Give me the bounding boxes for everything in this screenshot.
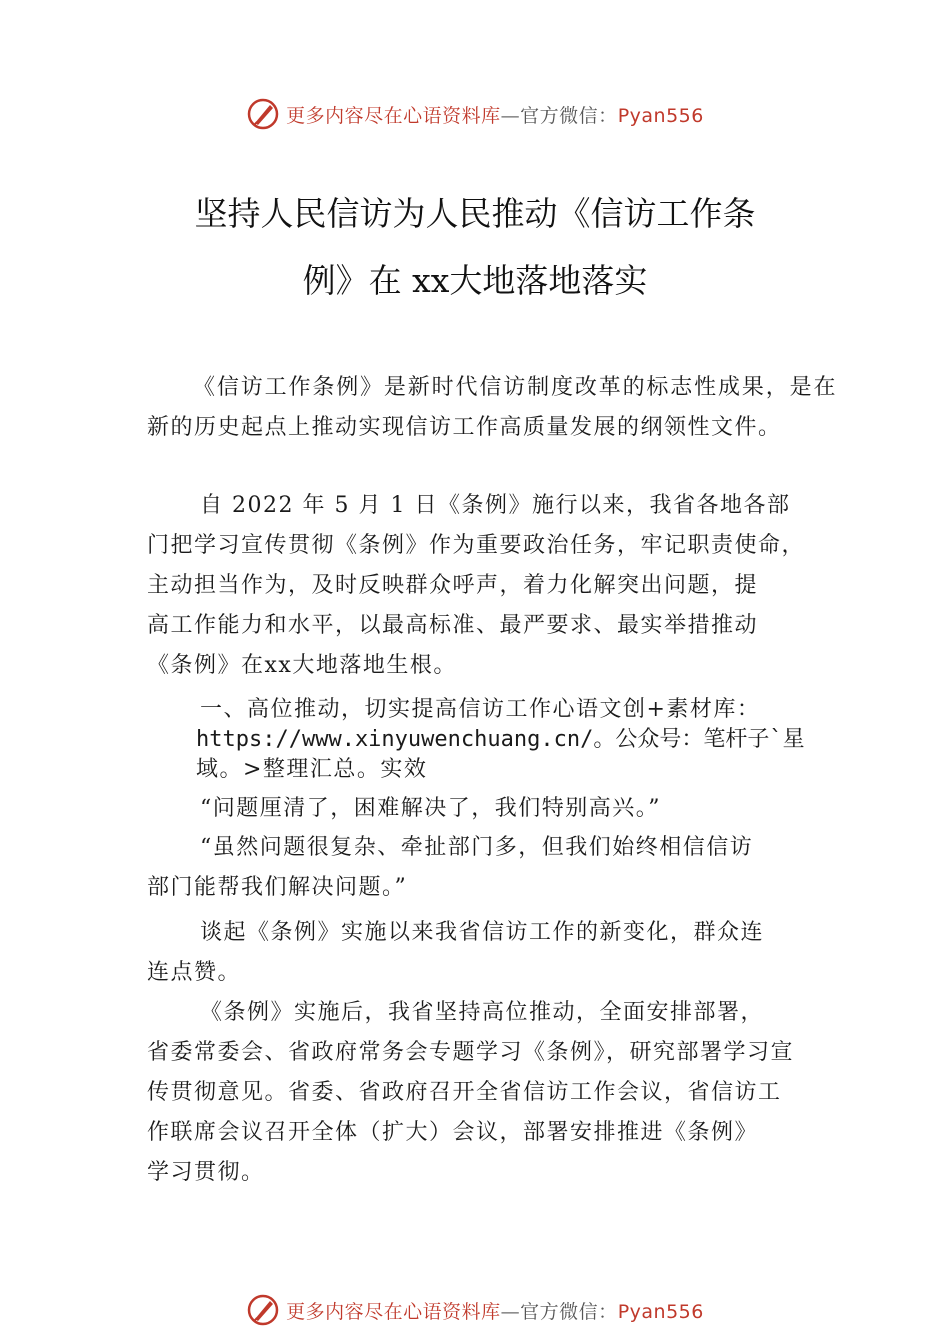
- wechat-id: Pyan556: [617, 104, 704, 127]
- quote-2-line-2: 部门能帮我们解决问题。”: [147, 875, 408, 900]
- paragraph-2-line-4: 高工作能力和水平，以最高标准、最严要求、最实举措推动: [147, 613, 759, 638]
- quote-2-line-1: “虽然问题很复杂、牵扯部门多，但我们始终相信信访: [200, 835, 754, 860]
- paragraph-5-line-4: 作联席会议召开全体（扩大）会议，部署安排推进《条例》: [147, 1120, 759, 1145]
- document-title-line-2: 例》在 xx大地落地落实: [302, 261, 648, 300]
- footer-watermark-banner: [0, 1290, 950, 1330]
- site-name: 更多内容尽在心语资料库: [286, 104, 501, 127]
- paragraph-2-line-1: 自 2022 年 5 月 1 日《条例》施行以来，我省各地各部: [200, 493, 791, 518]
- paragraph-2-line-5: 《条例》在xx大地落地生根。: [147, 653, 457, 678]
- wechat-label: 官方微信：: [520, 1300, 618, 1323]
- paragraph-2-line-3: 主动担当作为，及时反映群众呼声，着力化解突出问题，提: [147, 573, 759, 598]
- paragraph-2-line-2: 门把学习宣传贯彻《条例》作为重要政治任务，牢记职责使命，: [147, 533, 806, 558]
- section-heading-line-3: 域。>整理汇总。实效: [196, 757, 428, 782]
- paragraph-4-line-2: 连点赞。: [147, 960, 242, 985]
- site-name: 更多内容尽在心语资料库: [286, 1300, 501, 1323]
- separator-dash: —: [500, 1300, 521, 1323]
- paragraph-5-line-2: 省委常委会、省政府常务会专题学习《条例》，研究部署学习宣: [147, 1040, 795, 1065]
- quote-1: “问题厘清了，困难解决了，我们特别高兴。”: [200, 796, 661, 821]
- paragraph-intro: 《信访工作条例》是新时代信访制度改革的标志性成果，是在新的历史起点上推动实现信访工作高质量发展的纲领性文件。: [147, 375, 837, 440]
- watermark-text: [286, 101, 704, 128]
- paragraph-5-line-1: 《条例》实施后，我省坚持高位推动，全面安排部署，: [200, 1000, 765, 1025]
- wechat-id: Pyan556: [617, 1300, 704, 1323]
- header-watermark-banner: [0, 94, 950, 134]
- document-title-line-1: 坚持人民信访为人民推动《信访工作条: [194, 194, 756, 233]
- paragraph-5-line-5: 学习贯彻。: [147, 1160, 265, 1185]
- paragraph-4-line-1: 谈起《条例》实施以来我省信访工作的新变化，群众连: [200, 920, 765, 945]
- paragraph-5-line-3: 传贯彻意见。省委、省政府召开全省信访工作会议，省信访工: [147, 1080, 782, 1105]
- section-heading-line-2-url: https://www.xinyuwenchuang.cn/。公众号：笔杆子`星: [196, 727, 805, 752]
- section-heading-line-1: 一、高位推动，切实提高信访工作心语文创+素材库：: [200, 697, 761, 722]
- quill-pen-icon: [246, 1293, 280, 1327]
- watermark-text: [286, 1297, 704, 1324]
- wechat-label: 官方微信：: [520, 104, 618, 127]
- separator-dash: —: [500, 104, 521, 127]
- quill-pen-icon: [246, 97, 280, 131]
